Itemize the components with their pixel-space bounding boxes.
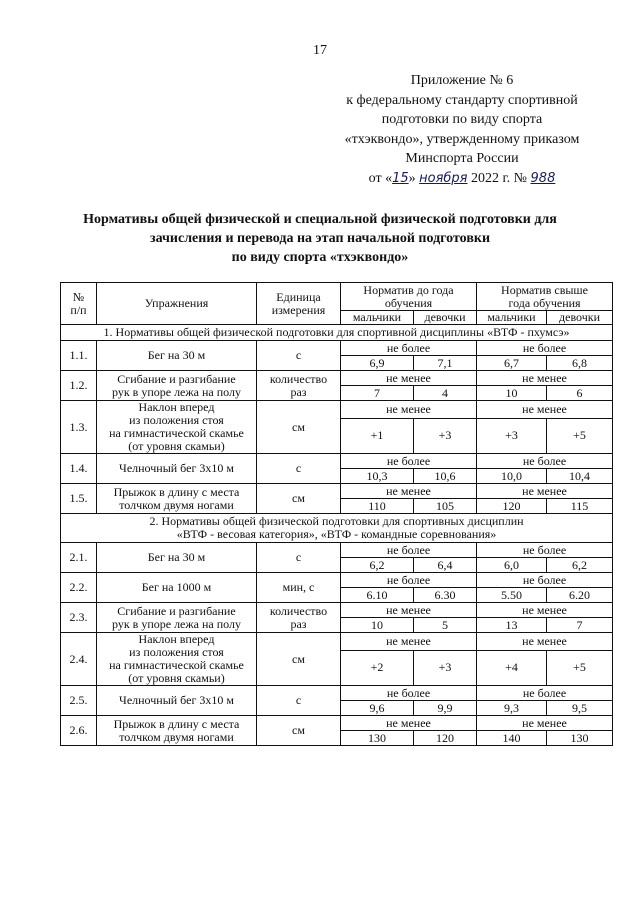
header-exercise: Упражнения — [97, 283, 257, 325]
condition: не менее — [477, 633, 613, 651]
norm-value: 6,7 — [477, 356, 547, 371]
title-line: по виду спорта «тхэквондо» — [231, 250, 409, 265]
norm-value: 7 — [547, 618, 613, 633]
norm-value: 10 — [477, 386, 547, 401]
table-row — [61, 484, 613, 499]
norm-value: 130 — [547, 731, 613, 746]
condition: не более — [477, 341, 613, 356]
table-row — [61, 573, 613, 588]
norm-value: 6 — [547, 386, 613, 401]
condition: не менее — [477, 716, 613, 731]
norm-value: +3 — [414, 650, 477, 685]
norm-value: 120 — [414, 731, 477, 746]
norm-value: 10,4 — [547, 469, 613, 484]
header-norm-before: Норматив до года обучения — [341, 283, 477, 311]
condition: не более — [341, 454, 477, 469]
norm-value: 7 — [341, 386, 414, 401]
row-number: 2.6. — [61, 716, 97, 746]
order-date-line — [312, 169, 612, 189]
norm-value: 9,9 — [414, 701, 477, 716]
unit: с — [257, 454, 341, 484]
unit: с — [257, 341, 341, 371]
row-number: 2.5. — [61, 686, 97, 716]
condition: не более — [341, 543, 477, 558]
table-row — [61, 686, 613, 701]
header-unit: Единица измерения — [257, 283, 341, 325]
norm-value: 9,6 — [341, 701, 414, 716]
table-row — [61, 633, 613, 651]
header-girls: девочки — [414, 311, 477, 325]
condition: не более — [341, 573, 477, 588]
row-number: 2.1. — [61, 543, 97, 573]
condition: не менее — [477, 484, 613, 499]
row-number: 1.4. — [61, 454, 97, 484]
table-row — [61, 401, 613, 419]
norm-value: 5.50 — [477, 588, 547, 603]
condition: не более — [477, 573, 613, 588]
norm-value: 6.10 — [341, 588, 414, 603]
page-number: 17 — [313, 43, 327, 58]
unit: количество раз — [257, 603, 341, 633]
exercise-name: Наклон вперед из положения стоя на гимнастической скамье (от уровня скамьи) — [97, 633, 257, 686]
norm-value: +2 — [341, 650, 414, 685]
norm-value: 115 — [547, 499, 613, 514]
section-title: 2. Нормативы общей физической подготовки для спортивных дисциплин «ВТФ - весовая категория», «ВТФ - командные соревнования» — [61, 514, 613, 543]
norm-value: 110 — [341, 499, 414, 514]
condition: не менее — [341, 484, 477, 499]
exercise-name: Бег на 1000 м — [97, 573, 257, 603]
norm-value: 6.30 — [414, 588, 477, 603]
appendix-line: «тхэквондо», утвержденному приказом — [344, 131, 580, 147]
norm-value: 6,2 — [547, 558, 613, 573]
section-title: 1. Нормативы общей физической подготовки для спортивной дисциплины «ВТФ - пхумсэ» — [61, 325, 613, 341]
table-body — [61, 325, 613, 746]
document-title — [50, 210, 590, 267]
norm-value: +5 — [547, 650, 613, 685]
table-row — [61, 603, 613, 618]
header-num: № п/п — [61, 283, 97, 325]
appendix-line: к федеральному стандарту спортивной — [346, 92, 578, 108]
exercise-name: Челночный бег 3х10 м — [97, 454, 257, 484]
condition: не менее — [341, 371, 477, 386]
row-number: 1.2. — [61, 371, 97, 401]
exercise-name: Бег на 30 м — [97, 341, 257, 371]
norm-value: +1 — [341, 418, 414, 453]
norm-value: 120 — [477, 499, 547, 514]
condition: не менее — [477, 371, 613, 386]
norm-value: 10,3 — [341, 469, 414, 484]
norm-value: 6,9 — [341, 356, 414, 371]
condition: не менее — [477, 603, 613, 618]
handwritten-day: 15 — [392, 170, 409, 186]
appendix-line: подготовки по виду спорта — [381, 112, 543, 127]
exercise-name: Сгибание и разгибание рук в упоре лежа на полу — [97, 603, 257, 633]
appendix-line: Приложение № 6 — [410, 73, 514, 88]
unit: см — [257, 633, 341, 686]
row-number: 2.4. — [61, 633, 97, 686]
norm-value: 6,4 — [414, 558, 477, 573]
exercise-name: Бег на 30 м — [97, 543, 257, 573]
condition: не менее — [341, 716, 477, 731]
norm-value: 6,2 — [341, 558, 414, 573]
norm-value: +3 — [414, 418, 477, 453]
appendix-line: Минспорта России — [405, 151, 519, 166]
row-number: 1.1. — [61, 341, 97, 371]
unit: см — [257, 401, 341, 454]
date-year: 2022 г. № — [471, 170, 528, 186]
norm-value: +3 — [477, 418, 547, 453]
unit: см — [257, 716, 341, 746]
condition: не более — [341, 686, 477, 701]
title-line: Нормативы общей физической и специальной физической подготовки для — [83, 212, 557, 227]
norm-value: 6.20 — [547, 588, 613, 603]
condition: не менее — [341, 633, 477, 651]
condition: не менее — [341, 401, 477, 419]
table-row — [61, 341, 613, 356]
header-boys: мальчики — [477, 311, 547, 325]
exercise-name: Прыжок в длину с места толчком двумя ногами — [97, 484, 257, 514]
row-number: 2.3. — [61, 603, 97, 633]
norm-value: 10,0 — [477, 469, 547, 484]
norm-value: +4 — [477, 650, 547, 685]
standards-table — [60, 282, 613, 746]
unit: см — [257, 484, 341, 514]
norm-value: 10 — [341, 618, 414, 633]
norm-value: 9,5 — [547, 701, 613, 716]
handwritten-order-number: 988 — [530, 170, 556, 186]
date-mid: » — [408, 170, 416, 186]
table-row — [61, 371, 613, 386]
norm-value: 105 — [414, 499, 477, 514]
row-number: 1.5. — [61, 484, 97, 514]
condition: не более — [477, 543, 613, 558]
condition: не более — [477, 454, 613, 469]
condition: не более — [477, 686, 613, 701]
row-number: 2.2. — [61, 573, 97, 603]
norm-value: +5 — [547, 418, 613, 453]
norm-value: 140 — [477, 731, 547, 746]
table-row — [61, 454, 613, 469]
norm-value: 6,0 — [477, 558, 547, 573]
appendix-block — [312, 71, 612, 188]
header-norm-after: Норматив свыше года обучения — [477, 283, 613, 311]
condition: не менее — [477, 401, 613, 419]
norm-value: 9,3 — [477, 701, 547, 716]
row-number: 1.3. — [61, 401, 97, 454]
norm-value: 6,8 — [547, 356, 613, 371]
unit: с — [257, 686, 341, 716]
exercise-name: Сгибание и разгибание рук в упоре лежа на полу — [97, 371, 257, 401]
norm-value: 5 — [414, 618, 477, 633]
norm-value: 4 — [414, 386, 477, 401]
exercise-name: Прыжок в длину с места толчком двумя ногами — [97, 716, 257, 746]
unit: с — [257, 543, 341, 573]
table-row — [61, 716, 613, 731]
handwritten-month: ноября — [419, 170, 468, 186]
header-boys: мальчики — [341, 311, 414, 325]
date-prefix: от « — [368, 170, 393, 186]
norm-value: 10,6 — [414, 469, 477, 484]
norm-value: 7,1 — [414, 356, 477, 371]
title-line: зачисления и перевода на этап начальной подготовки — [149, 231, 491, 246]
condition: не менее — [341, 603, 477, 618]
unit: мин, с — [257, 573, 341, 603]
condition: не более — [341, 341, 477, 356]
table-row — [61, 543, 613, 558]
exercise-name: Наклон вперед из положения стоя на гимнастической скамье (от уровня скамьи) — [97, 401, 257, 454]
norm-value: 13 — [477, 618, 547, 633]
exercise-name: Челночный бег 3х10 м — [97, 686, 257, 716]
header-girls: девочки — [547, 311, 613, 325]
unit: количество раз — [257, 371, 341, 401]
norm-value: 130 — [341, 731, 414, 746]
